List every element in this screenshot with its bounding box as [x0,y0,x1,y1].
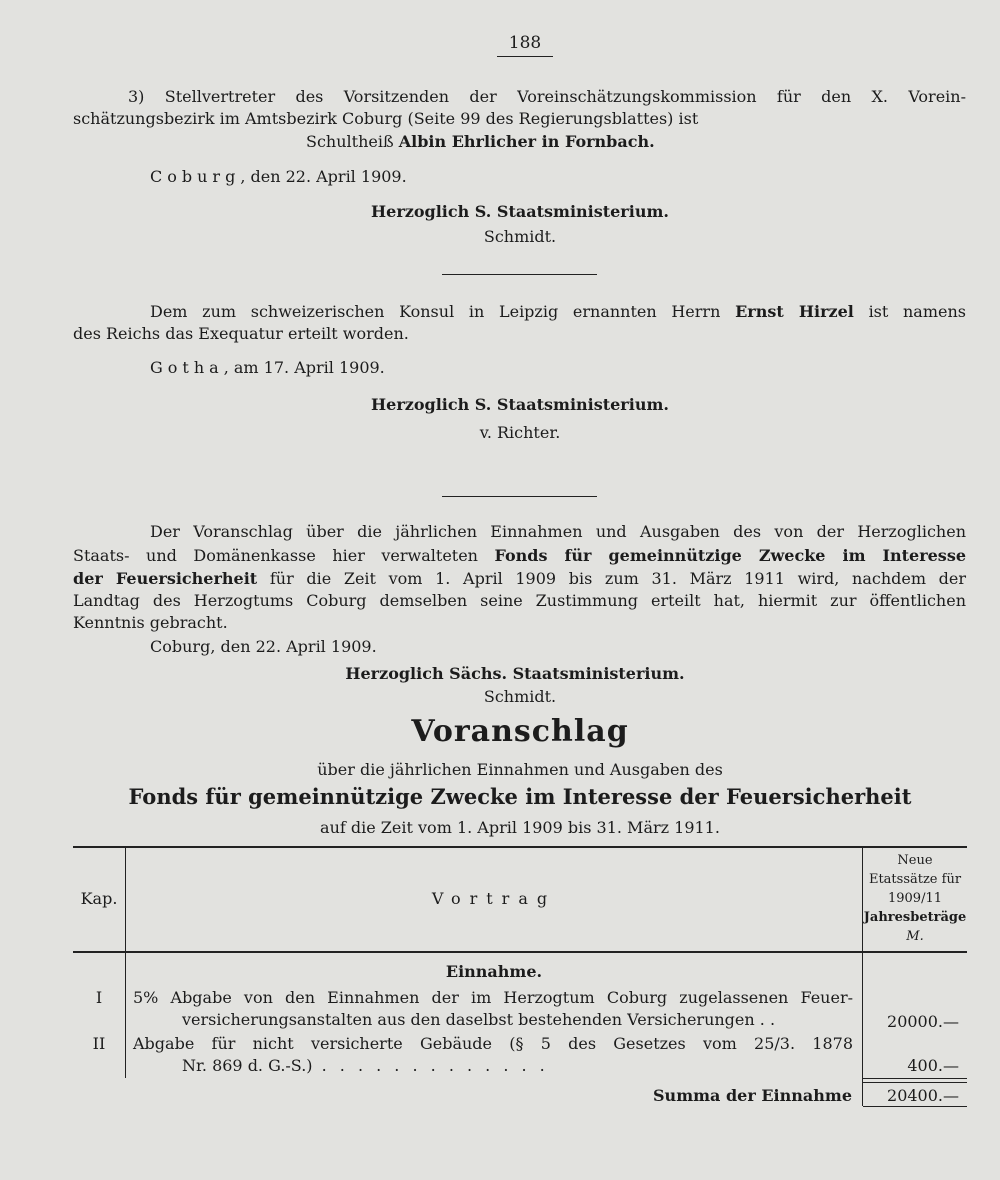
budget-subtitle-1: über die jährlichen Einnahmen und Ausgaben des [317,760,723,779]
notice3-line4: Landtag des Herzogtums Coburg demselben seine Zustimmung erteilt hat, hiermit zur öffentlichen [73,591,966,610]
page-number: 188 [508,33,542,53]
notice1-person: Albin Ehrlicher in Fornbach. [398,132,655,151]
row-1-text-1: 5% Abgabe von den Einnahmen der im Herzogtum Coburg zugelassenen Feuer- [133,988,853,1007]
notice1-signature: Schmidt. [483,227,557,246]
row-1-leader: . . [754,1010,776,1029]
col-amount-header-l1: Neue [897,853,933,868]
notice2-date: , am 17. April 1909. [223,358,385,377]
notice3-line3-b: für die Zeit vom 1. April 1909 bis zum 31. März 1911 wird, nachdem der [269,569,967,588]
notice1-line3-prefix: Schultheiß [306,132,394,151]
budget-subtitle-2: Fonds für gemeinnützige Zwecke im Interesse der Feuersicherheit [128,784,912,809]
notice1-line3 [306,132,655,151]
budget-subtitle-3: auf die Zeit vom 1. April 1909 bis 31. März 1911. [320,818,720,837]
row-1-text-2-value: versicherungsanstalten aus den daselbst bestehenden Versicherungen [182,1010,755,1029]
row-2-kap: II [92,1034,106,1053]
notice2-person: Ernst Hirzel [735,302,854,321]
notice1-line1: 3) Stellvertreter des Vorsitzenden der Voreinschätzungskommission für den X. Vorein- [128,87,966,106]
row-2-text-1: Abgabe für nicht versicherte Gebäude (§ 5 des Gesetzes vom 25/3. 1878 [133,1034,853,1053]
notice1-place-date [150,167,407,186]
notice2-line1 [150,302,966,321]
notice3-fund-name-b: der Feuersicherheit [73,569,258,588]
notice1-ministry: Herzoglich S. Staatsministerium. [371,202,669,221]
col-vortrag-header: Vortrag [431,889,557,908]
col-amount-header-l2: Etatssätze für [868,872,962,887]
notice3-line2 [73,546,966,565]
notice2-place-date [150,358,385,377]
row-1-amount: 20000.— [887,1012,959,1031]
notice3-line3 [73,569,966,588]
col-amount-header-l4: Jahresbeträge [863,910,967,925]
notice3-line1: Der Voranschlag über die jährlichen Einnahmen und Ausgaben des von der Herzoglichen [150,522,966,541]
notice2-line2: des Reichs das Exequatur erteilt worden. [73,324,409,343]
divider-2 [442,496,597,497]
notice2-ministry: Herzoglich S. Staatsministerium. [371,395,669,414]
row-2-leader: . . . . . . . . . . . . . [312,1056,549,1075]
row-1-kap: I [95,988,103,1007]
col-amount-unit: M. [906,929,924,944]
section-einnahme: Einnahme. [445,962,543,981]
notice1-date: , den 22. April 1909. [240,167,407,186]
table-sum-rule-bottom [863,1106,967,1107]
page-number-underline [497,56,553,57]
sum-label: Summa der Einnahme [653,1086,852,1105]
row-2-text-2 [182,1056,549,1075]
table-top-rule [73,846,967,848]
notice3-fund-name-a: Fonds für gemeinnützige Zwecke im Interesse [494,546,966,565]
notice2-line1-a: Dem zum schweizerischen Konsul in Leipzig ernannten Herrn [150,302,721,321]
notice3-ministry: Herzoglich Sächs. Staatsministerium. [345,664,685,683]
notice2-line1-b: ist namens [868,302,967,321]
col-amount-header-l3: 1909/11 [887,891,942,906]
notice1-line2: schätzungsbezirk im Amtsbezirk Coburg (Seite 99 des Regierungsblattes) ist [73,109,699,128]
col-kap-header: Kap. [80,889,118,908]
sum-amount: 20400.— [887,1086,959,1105]
budget-title: Voranschlag [411,714,629,749]
table-sum-rule-top-double [863,1082,967,1083]
notice2-place: Gotha [150,358,224,377]
notice3-place-date: Coburg, den 22. April 1909. [150,637,377,656]
notice3-signature: Schmidt. [483,687,557,706]
table-sum-rule-top [863,1078,967,1079]
row-2-amount: 400.— [907,1056,959,1075]
table-header-rule [73,951,967,953]
notice2-signature: v. Richter. [479,423,561,442]
divider-1 [442,274,597,275]
row-2-text-2-value: Nr. 869 d. G.-S.) [182,1056,313,1075]
notice3-line5: Kenntnis gebracht. [73,613,228,632]
row-1-text-2 [182,1010,775,1029]
notice3-line2-a: Staats- und Domänenkasse hier verwalteten [73,546,478,565]
col-amount-header [863,851,967,946]
notice1-place: Coburg [150,167,241,186]
